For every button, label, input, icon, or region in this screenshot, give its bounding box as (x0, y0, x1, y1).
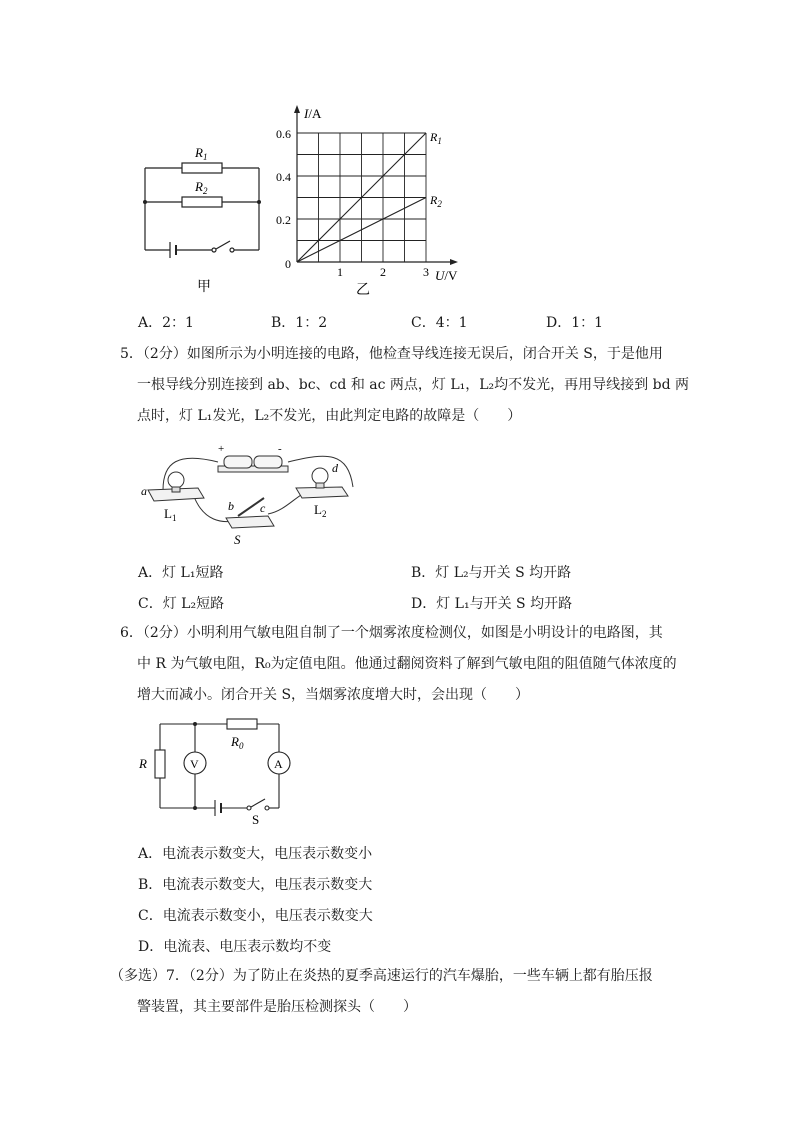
r0-resistor (227, 719, 257, 729)
x-axis-label: U/V (435, 268, 458, 283)
r1-resistor (182, 163, 222, 173)
label-s: S (234, 532, 241, 547)
y-tick-0.4: 0.4 (276, 170, 291, 184)
q7-text-line2: 警装置，其主要部件是胎压检测探头（ ） (137, 999, 417, 1015)
x-tick-2: 2 (380, 265, 386, 279)
x-axis-arrow (450, 259, 458, 265)
q6-circuit-diagram (135, 712, 305, 827)
line-r2-label: $R_2$ (430, 193, 442, 209)
bulb-l1 (168, 472, 184, 488)
r2-label: $R_2$ (195, 179, 208, 196)
q6-text-line1: 6．（2分）小明利用气敏电阻自制了一个烟雾浓度检测仪，如图是小明设计的电路图，其 (120, 625, 663, 641)
x-tick-3: 3 (423, 265, 429, 279)
y-axis-arrow (294, 105, 300, 113)
q4-option-d: D．1：1 (546, 315, 604, 331)
q5-text-line2: 一根导线分别连接到 ab、bc、cd 和 ac 两点，灯 L₁，L₂均不发光，再用导线接到 bd 两 (137, 377, 689, 393)
y-tick-0.2: 0.2 (276, 213, 291, 227)
q5-option-d: D．灯 L₁与开关 S 均开路 (411, 596, 573, 612)
q7-text-line1: （多选）7．（2分）为了防止在炎热的夏季高速运行的汽车爆胎，一些车辆上都有胎压报 (110, 968, 653, 984)
q6-option-b: B．电流表示数变大，电压表示数变大 (138, 877, 373, 893)
q6-option-a: A．电流表示数变大，电压表示数变小 (138, 846, 373, 862)
origin-label: 0 (285, 257, 291, 271)
q6-text-line2: 中 R 为气敏电阻，R₀为定值电阻。他通过翻阅资料了解到气敏电阻的阻值随气体浓度的 (137, 656, 677, 672)
r2-resistor (182, 197, 222, 207)
figure-yi-iu-graph (276, 100, 480, 300)
battery-cell-1 (224, 456, 252, 468)
label-a: A (274, 757, 283, 771)
x-tick-1: 1 (337, 265, 343, 279)
label-s: S (252, 812, 260, 827)
figure-caption-yi: 乙 (356, 283, 370, 298)
figure-jia-circuit (140, 140, 270, 300)
q5-text-line3: 点时，灯 L₁发光，L₂不发光，由此判定电路的故障是（ ） (137, 408, 522, 424)
q5-option-c: C．灯 L₂短路 (138, 596, 225, 612)
label-r0: $R_0$ (231, 734, 244, 751)
point-a: a (141, 484, 147, 498)
label-l2: $L_2$ (314, 502, 327, 519)
label-l1: $L_1$ (164, 506, 177, 523)
q6-text-line3: 增大而减小。闭合开关 S，当烟雾浓度增大时，会出现（ ） (137, 687, 530, 703)
r-resistor (155, 750, 165, 778)
y-axis-label: I/A (304, 106, 322, 121)
battery-minus: - (278, 443, 282, 455)
figure-caption-jia: 甲 (197, 280, 211, 295)
point-b: b (228, 499, 234, 513)
q6-option-c: C．电流表示数变小，电压表示数变大 (138, 908, 373, 924)
battery-plus: + (218, 443, 225, 455)
switch-blade (251, 799, 265, 807)
q4-option-a: A．2：1 (138, 315, 194, 331)
point-d: d (332, 461, 338, 475)
label-v: V (190, 757, 199, 771)
point-c: c (260, 501, 266, 515)
q4-option-b: B．1：2 (271, 315, 328, 331)
q5-physical-circuit-figure (138, 432, 368, 550)
y-tick-0.6: 0.6 (276, 127, 291, 141)
q5-text-line1: 5．（2分）如图所示为小明连接的电路，他检查导线连接无误后，闭合开关 S，于是他用 (120, 346, 663, 362)
bulb-l2 (312, 468, 328, 484)
r1-label: $R_1$ (195, 145, 208, 162)
switch-blade (216, 241, 230, 249)
q5-option-a: A．灯 L₁短路 (138, 565, 224, 581)
q4-option-c: C．4：1 (411, 315, 468, 331)
q6-option-d: D．电流表、电压表示数均不变 (138, 939, 332, 955)
battery-cell-2 (254, 456, 282, 468)
label-r: R (139, 756, 147, 771)
q5-option-b: B．灯 L₂与开关 S 均开路 (411, 565, 572, 581)
line-r1-label: $R_1$ (430, 130, 442, 146)
